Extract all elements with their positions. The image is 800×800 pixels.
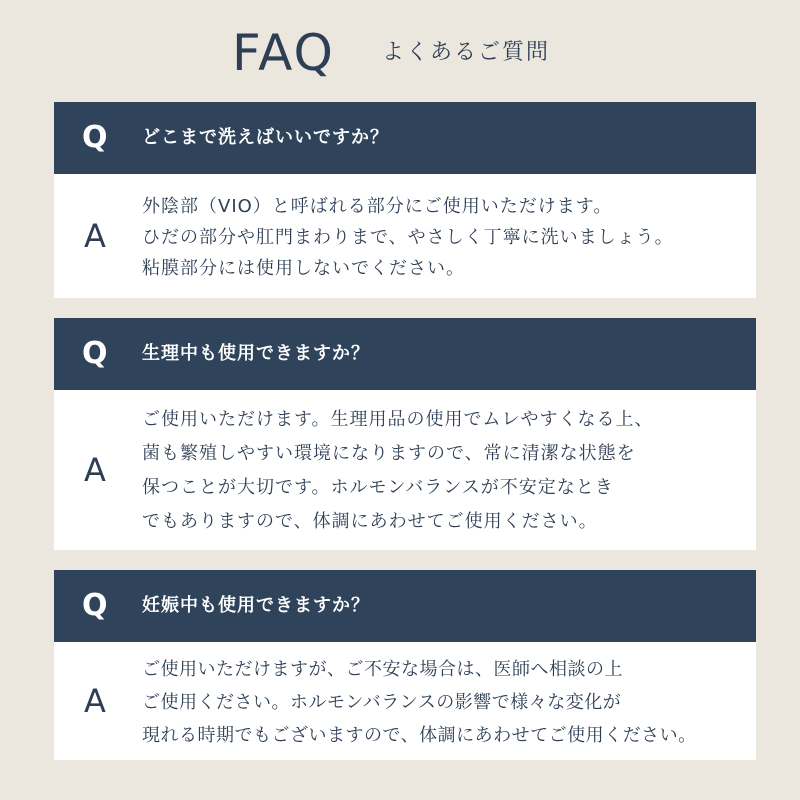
question-text: どこまで洗えばいいですか？ [142,127,389,148]
answer-mark: A [84,217,106,255]
answer-line: 粘膜部分には使用しないでください。 [142,258,465,279]
page-subtitle: よくあるご質問 [382,40,551,65]
page-title: FAQ [232,24,335,82]
answer-mark: A [84,682,106,720]
page-header [0,22,800,84]
question-mark: Q [82,588,108,623]
question-mark: Q [82,336,108,371]
faq-item [54,102,756,298]
answer-line: ご使用ください。ホルモンバランスの影響で様々な変化が [142,692,622,713]
answer-text [142,403,750,539]
answer-box [54,642,756,760]
question-bar [54,318,756,390]
question-mark: Q [82,120,108,155]
answer-line: ご使用いただけますが、ご不安な場合は、医師へ相談の上 [142,659,623,680]
question-bar [54,102,756,174]
question-text: 生理中も使用できますか？ [142,343,370,364]
faq-item [54,570,756,760]
answer-box [54,174,756,298]
answer-text [142,191,750,284]
answer-line: ひだの部分や肛門まわりまで、やさしく丁寧に洗いましょう。 [142,227,674,248]
answer-line: 外陰部（VIO）と呼ばれる部分にご使用いただけます。 [142,196,613,217]
answer-line: でもありますので、体調にあわせてご使用ください。 [142,511,598,532]
faq-item [54,318,756,550]
answer-line: ご使用いただけます。生理用品の使用でムレやすくなる上、 [142,409,654,430]
question-text: 妊娠中も使用できますか？ [142,595,370,616]
answer-box [54,390,756,550]
answer-line: 現れる時期でもございますので、体調にあわせてご使用ください。 [142,725,697,746]
answer-text [142,653,756,752]
question-bar [54,570,756,642]
answer-mark: A [84,451,106,489]
answer-line: 菌も繁殖しやすい環境になりますので、常に清潔な状態を [142,443,636,464]
answer-line: 保つことが大切です。ホルモンバランスが不安定なとき [142,477,614,498]
